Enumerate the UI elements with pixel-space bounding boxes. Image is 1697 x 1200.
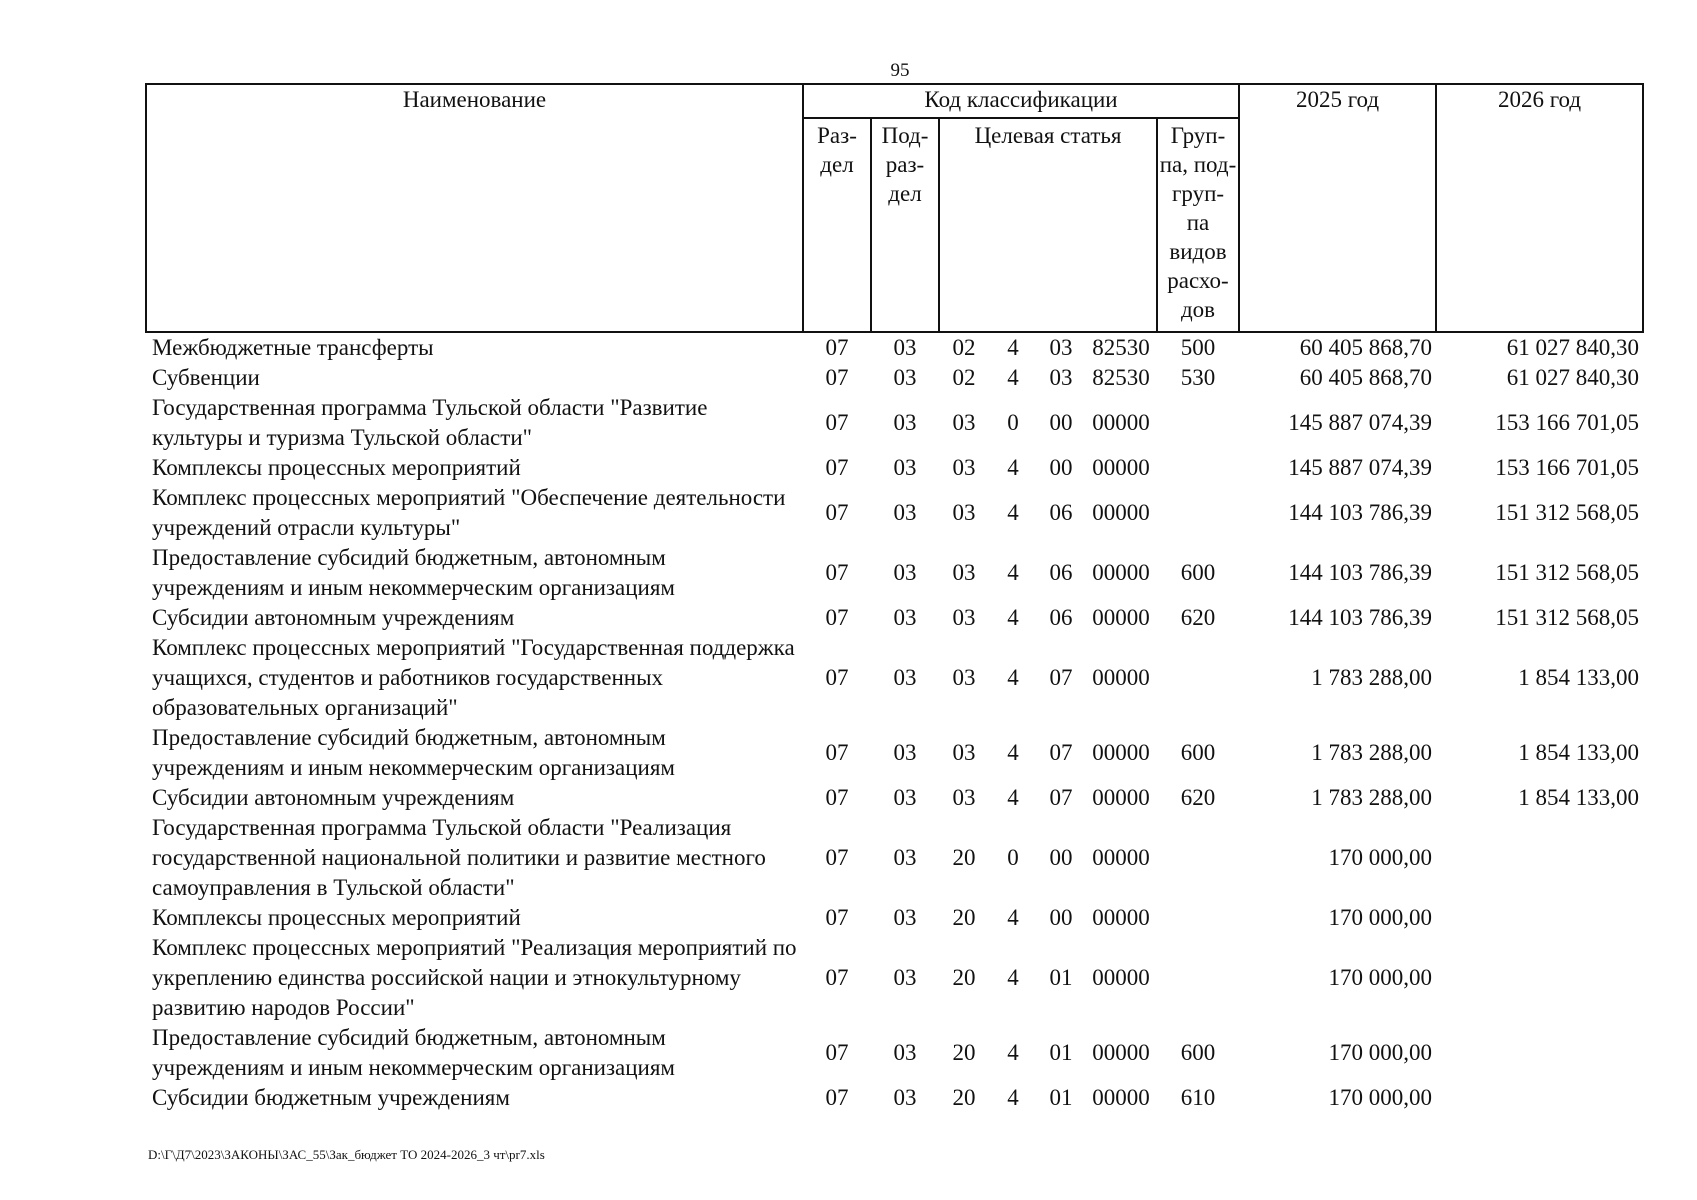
header-year-2026: 2026 год — [1436, 84, 1643, 332]
row-podrazdel: 03 — [893, 335, 917, 360]
row-amount-2026: 153 166 701,05 — [1495, 455, 1640, 480]
row-razdel: 07 — [825, 740, 849, 765]
row-expense-group: 600 — [1180, 740, 1216, 765]
table-row — [146, 393, 1643, 453]
row-name: Комплексы процессных мероприятий — [152, 905, 521, 930]
row-amount-2026: 1 854 133,00 — [1518, 785, 1640, 810]
row-target-subprogram: 03 — [1049, 365, 1073, 390]
row-target-type: 4 — [1007, 500, 1019, 525]
budget-table-container — [145, 83, 1642, 1113]
row-target-direction: 82530 — [1092, 335, 1150, 360]
row-expense-group: 600 — [1180, 560, 1216, 585]
row-amount-2025: 170 000,00 — [1328, 965, 1433, 990]
row-razdel: 07 — [825, 365, 849, 390]
row-target-subprogram: 01 — [1049, 965, 1073, 990]
row-amount-2026: 61 027 840,30 — [1506, 365, 1640, 390]
row-podrazdel: 03 — [893, 1040, 917, 1065]
row-target-program: 03 — [952, 785, 976, 810]
row-target-type: 4 — [1007, 1040, 1019, 1065]
table-row — [146, 723, 1643, 783]
row-amount-2026: 151 312 568,05 — [1495, 605, 1640, 630]
row-razdel: 07 — [825, 785, 849, 810]
table-row — [146, 483, 1643, 543]
row-podrazdel: 03 — [893, 560, 917, 585]
row-amount-2025: 144 103 786,39 — [1288, 560, 1433, 585]
row-razdel: 07 — [825, 845, 849, 870]
row-name: Субвенции — [152, 365, 260, 390]
row-target-program: 20 — [952, 965, 976, 990]
row-podrazdel: 03 — [893, 605, 917, 630]
row-target-type: 4 — [1007, 335, 1019, 360]
row-target-type: 0 — [1007, 845, 1019, 870]
row-podrazdel: 03 — [893, 785, 917, 810]
table-row — [146, 453, 1643, 483]
row-razdel: 07 — [825, 500, 849, 525]
row-podrazdel: 03 — [893, 500, 917, 525]
row-target-program: 03 — [952, 560, 976, 585]
row-amount-2026 — [1436, 933, 1643, 1023]
row-name: Субсидии автономным учреждениям — [152, 785, 515, 810]
row-target-direction: 00000 — [1092, 410, 1150, 435]
row-target-direction: 00000 — [1092, 740, 1150, 765]
row-podrazdel: 03 — [893, 410, 917, 435]
row-target-subprogram: 00 — [1049, 410, 1073, 435]
row-target-program: 03 — [952, 665, 976, 690]
row-expense-group: 600 — [1180, 1040, 1216, 1065]
table-row — [146, 633, 1643, 723]
row-expense-group — [1157, 813, 1239, 903]
row-amount-2026: 1 854 133,00 — [1518, 740, 1640, 765]
row-podrazdel: 03 — [893, 665, 917, 690]
row-target-direction: 00000 — [1092, 605, 1150, 630]
row-name: Государственная программа Тульской области "Развитие культуры и туризма Тульской области" — [152, 395, 708, 450]
row-target-type: 4 — [1007, 560, 1019, 585]
row-target-program: 20 — [952, 905, 976, 930]
row-name: Комплекс процессных мероприятий "Обеспечение деятельности учреждений отрасли культуры" — [152, 485, 786, 540]
row-target-subprogram: 06 — [1049, 560, 1073, 585]
table-body — [146, 332, 1643, 1113]
row-target-subprogram: 00 — [1049, 905, 1073, 930]
header-razdel: Раз- дел — [803, 118, 871, 332]
row-razdel: 07 — [825, 665, 849, 690]
row-amount-2026 — [1436, 813, 1643, 903]
row-name: Комплексы процессных мероприятий — [152, 455, 521, 480]
row-target-type: 4 — [1007, 965, 1019, 990]
row-target-subprogram: 06 — [1049, 605, 1073, 630]
row-amount-2025: 60 405 868,70 — [1299, 335, 1433, 360]
table-row — [146, 903, 1643, 933]
row-target-direction: 00000 — [1092, 965, 1150, 990]
row-razdel: 07 — [825, 905, 849, 930]
row-expense-group — [1157, 903, 1239, 933]
table-row — [146, 603, 1643, 633]
table-row — [146, 332, 1643, 363]
row-target-program: 20 — [952, 845, 976, 870]
row-razdel: 07 — [825, 335, 849, 360]
row-expense-group — [1157, 933, 1239, 1023]
row-amount-2026: 151 312 568,05 — [1495, 560, 1640, 585]
row-target-program: 02 — [952, 365, 976, 390]
row-amount-2025: 170 000,00 — [1328, 845, 1433, 870]
row-target-program: 20 — [952, 1040, 976, 1065]
row-amount-2025: 1 783 288,00 — [1311, 785, 1433, 810]
row-target-program: 03 — [952, 410, 976, 435]
row-target-direction: 00000 — [1092, 905, 1150, 930]
row-expense-group: 620 — [1180, 785, 1216, 810]
header-year-2025: 2025 год — [1239, 84, 1436, 332]
row-name: Субсидии автономным учреждениям — [152, 605, 515, 630]
row-target-direction: 00000 — [1092, 560, 1150, 585]
row-target-subprogram: 01 — [1049, 1085, 1073, 1110]
row-name: Комплекс процессных мероприятий "Реализация мероприятий по укреплению единства российской нации и этнокультурному развитию народов России" — [152, 935, 797, 1020]
row-target-type: 4 — [1007, 785, 1019, 810]
table-row — [146, 363, 1643, 393]
row-target-program: 03 — [952, 605, 976, 630]
row-expense-group: 530 — [1180, 365, 1216, 390]
row-target-program: 03 — [952, 500, 976, 525]
row-target-direction: 00000 — [1092, 845, 1150, 870]
row-target-type: 4 — [1007, 365, 1019, 390]
row-target-program: 03 — [952, 455, 976, 480]
header-code-classification: Код классификации — [803, 84, 1239, 118]
row-target-type: 0 — [1007, 410, 1019, 435]
row-target-program: 03 — [952, 740, 976, 765]
row-razdel: 07 — [825, 1040, 849, 1065]
row-podrazdel: 03 — [893, 455, 917, 480]
row-target-direction: 00000 — [1092, 1085, 1150, 1110]
row-amount-2026 — [1436, 1023, 1643, 1083]
row-target-type: 4 — [1007, 665, 1019, 690]
row-amount-2026 — [1436, 1083, 1643, 1113]
row-target-direction: 82530 — [1092, 365, 1150, 390]
table-row — [146, 1023, 1643, 1083]
row-amount-2025: 1 783 288,00 — [1311, 740, 1433, 765]
row-expense-group: 620 — [1180, 605, 1216, 630]
row-amount-2025: 60 405 868,70 — [1299, 365, 1433, 390]
row-razdel: 07 — [825, 1085, 849, 1110]
row-name: Комплекс процессных мероприятий "Государственная поддержка учащихся, студентов и работников государственных образовательных организаций" — [152, 635, 795, 720]
row-podrazdel: 03 — [893, 965, 917, 990]
budget-table — [145, 83, 1644, 1113]
row-target-subprogram: 07 — [1049, 665, 1073, 690]
header-name: Наименование — [146, 84, 803, 332]
row-amount-2026: 151 312 568,05 — [1495, 500, 1640, 525]
row-target-subprogram: 00 — [1049, 845, 1073, 870]
row-amount-2025: 170 000,00 — [1328, 1040, 1433, 1065]
row-name: Предоставление субсидий бюджетным, автономным учреждениям и иным некоммерческим организациям — [152, 545, 675, 600]
row-target-direction: 00000 — [1092, 455, 1150, 480]
row-expense-group — [1157, 483, 1239, 543]
row-amount-2026: 153 166 701,05 — [1495, 410, 1640, 435]
row-razdel: 07 — [825, 410, 849, 435]
row-target-subprogram: 06 — [1049, 500, 1073, 525]
footer-file-path: D:\Г\Д7\2023\ЗАКОНЫ\ЗАС_55\Зак_бюджет ТО 2024-2026_3 чт\pr7.xls — [148, 1147, 545, 1162]
row-target-direction: 00000 — [1092, 785, 1150, 810]
header-target-article: Целевая статья — [939, 118, 1157, 332]
row-name: Предоставление субсидий бюджетным, автономным учреждениям и иным некоммерческим организациям — [152, 1025, 675, 1080]
row-expense-group: 610 — [1180, 1085, 1216, 1110]
row-amount-2025: 145 887 074,39 — [1288, 455, 1433, 480]
header-expense-group: Груп- па, под- груп- па видов расхо- дов — [1157, 118, 1239, 332]
row-podrazdel: 03 — [893, 1085, 917, 1110]
row-target-program: 02 — [952, 335, 976, 360]
row-amount-2025: 144 103 786,39 — [1288, 605, 1433, 630]
row-amount-2025: 170 000,00 — [1328, 1085, 1433, 1110]
row-name: Межбюджетные трансферты — [152, 335, 434, 360]
row-amount-2025: 145 887 074,39 — [1288, 410, 1433, 435]
row-target-type: 4 — [1007, 455, 1019, 480]
row-target-subprogram: 07 — [1049, 785, 1073, 810]
row-amount-2025: 144 103 786,39 — [1288, 500, 1433, 525]
row-amount-2025: 1 783 288,00 — [1311, 665, 1433, 690]
row-expense-group — [1157, 633, 1239, 723]
table-row — [146, 813, 1643, 903]
row-target-subprogram: 07 — [1049, 740, 1073, 765]
row-name: Предоставление субсидий бюджетным, автономным учреждениям и иным некоммерческим организациям — [152, 725, 675, 780]
table-row — [146, 1083, 1643, 1113]
row-amount-2026: 1 854 133,00 — [1518, 665, 1640, 690]
row-target-type: 4 — [1007, 740, 1019, 765]
row-target-direction: 00000 — [1092, 665, 1150, 690]
page-number: 95 — [890, 60, 910, 81]
row-target-type: 4 — [1007, 905, 1019, 930]
row-target-direction: 00000 — [1092, 1040, 1150, 1065]
row-expense-group — [1157, 393, 1239, 453]
row-amount-2026: 61 027 840,30 — [1506, 335, 1640, 360]
row-razdel: 07 — [825, 560, 849, 585]
row-razdel: 07 — [825, 455, 849, 480]
row-name: Государственная программа Тульской области "Реализация государственной национальной политики и развитие местного самоуправления в Тульской области" — [152, 815, 766, 900]
row-target-subprogram: 03 — [1049, 335, 1073, 360]
row-amount-2025: 170 000,00 — [1328, 905, 1433, 930]
row-target-subprogram: 01 — [1049, 1040, 1073, 1065]
row-target-type: 4 — [1007, 1085, 1019, 1110]
row-podrazdel: 03 — [893, 740, 917, 765]
row-expense-group — [1157, 453, 1239, 483]
table-row — [146, 783, 1643, 813]
row-podrazdel: 03 — [893, 365, 917, 390]
row-target-program: 20 — [952, 1085, 976, 1110]
row-podrazdel: 03 — [893, 905, 917, 930]
row-name: Субсидии бюджетным учреждениям — [152, 1085, 510, 1110]
row-razdel: 07 — [825, 605, 849, 630]
row-expense-group: 500 — [1180, 335, 1216, 360]
row-target-type: 4 — [1007, 605, 1019, 630]
table-row — [146, 543, 1643, 603]
row-target-direction: 00000 — [1092, 500, 1150, 525]
row-podrazdel: 03 — [893, 845, 917, 870]
row-razdel: 07 — [825, 965, 849, 990]
header-podrazdel: Под- раз- дел — [871, 118, 939, 332]
row-amount-2026 — [1436, 903, 1643, 933]
row-target-subprogram: 00 — [1049, 455, 1073, 480]
table-row — [146, 933, 1643, 1023]
